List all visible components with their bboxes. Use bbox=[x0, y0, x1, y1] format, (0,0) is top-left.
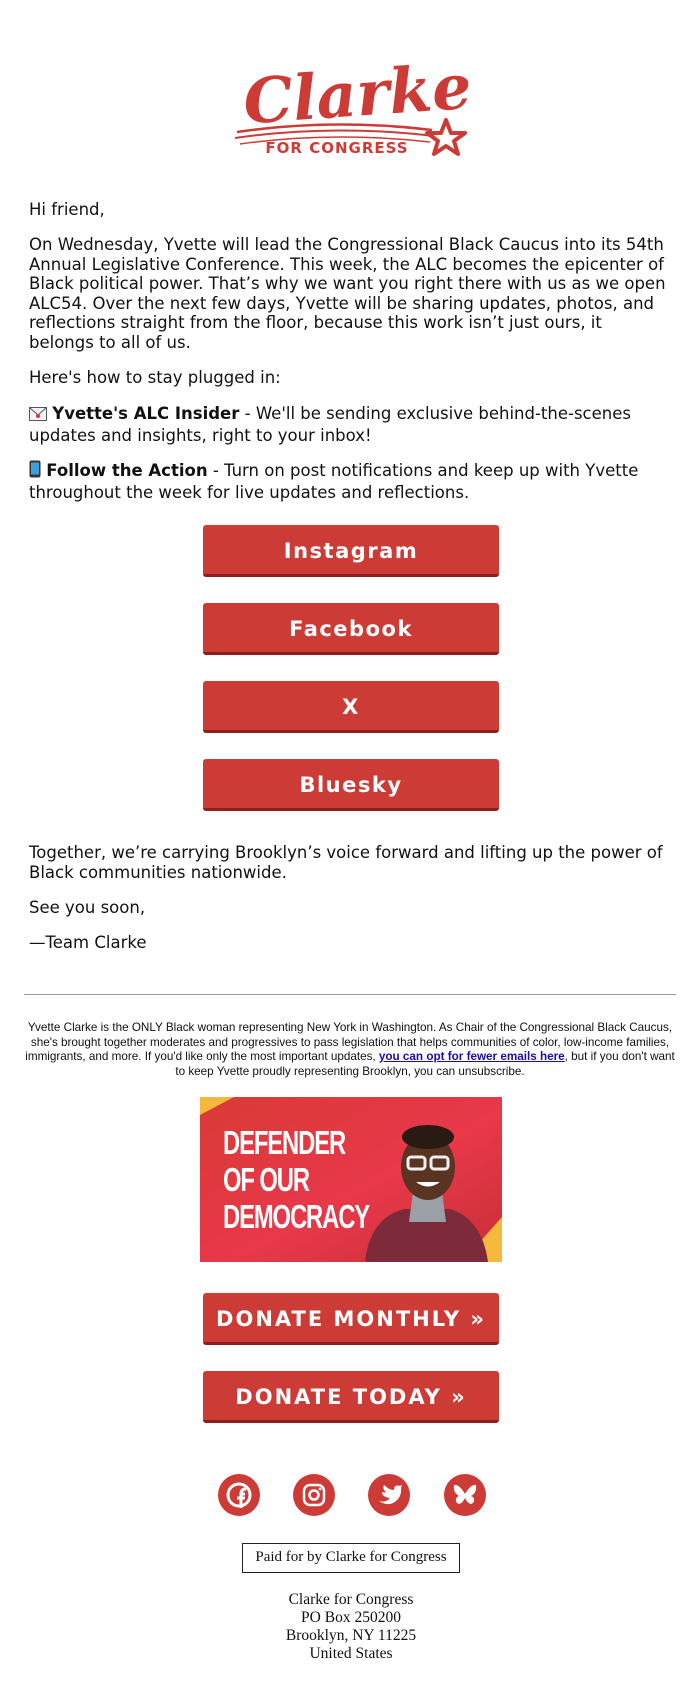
facebook-icon[interactable] bbox=[218, 1474, 260, 1516]
address-line: United States bbox=[309, 1645, 393, 1662]
intro-paragraph: On Wednesday, Yvette will lead the Congressional Black Caucus into its 54th Annual Legislative Conference. This week, the ALC becomes the epicenter of Black political power. That’s why we want you right there with us as we open ALC54. Over the next few days, Yvette will be sharing updates, photos, and reflections straight from the floor, because this work isn’t just ours, it belongs to all of us. bbox=[29, 235, 666, 352]
divider bbox=[24, 994, 676, 995]
x-button[interactable]: X bbox=[203, 681, 499, 733]
signoff: See you soon, bbox=[29, 898, 146, 917]
logo-tagline: FOR CONGRESS bbox=[265, 139, 409, 157]
follow-title: Follow the Action bbox=[46, 461, 208, 480]
insider-title: Yvette's ALC Insider bbox=[52, 404, 240, 423]
plug-intro: Here's how to stay plugged in: bbox=[29, 368, 281, 387]
donate-monthly-button[interactable]: DONATE MONTHLY » bbox=[203, 1293, 499, 1345]
banner-line: DEMOCRACY bbox=[223, 1198, 370, 1235]
banner-line: OF OUR bbox=[223, 1161, 309, 1198]
logo-name: Clarke bbox=[241, 49, 472, 139]
fineprint-unsubscribe-text: , but if you don't want to keep Yvette proudly representing Brooklyn, you can unsubscribe. bbox=[175, 1050, 675, 1078]
greeting: Hi friend, bbox=[29, 200, 105, 219]
banner-headline bbox=[223, 1124, 369, 1235]
address-line: Brooklyn, NY 11225 bbox=[285, 1627, 417, 1644]
follow-item bbox=[29, 460, 669, 502]
paid-for-disclaimer: Paid for by Clarke for Congress bbox=[242, 1543, 460, 1573]
address-line: PO Box 250200 bbox=[301, 1609, 401, 1626]
facebook-button[interactable]: Facebook bbox=[203, 603, 499, 655]
fineprint-text: Yvette Clarke is the ONLY Black woman representing New York in Washington. As Chair of the Congressional Black Caucus, she's brought together moderates and progressives to pass legislation that helps communities of color, low-income families, immigrants, and more. If you'd like only the most important updates, bbox=[25, 1021, 673, 1063]
defender-banner[interactable] bbox=[200, 1097, 502, 1262]
twitter-icon[interactable] bbox=[368, 1474, 410, 1516]
envelope-icon bbox=[29, 406, 47, 426]
address-line: Clarke for Congress bbox=[288, 1591, 414, 1608]
insider-text: - We'll be sending exclusive behind-the-scenes updates and insights, right to your inbox! bbox=[29, 404, 631, 445]
bluesky-icon[interactable] bbox=[444, 1474, 486, 1516]
instagram-button[interactable]: Instagram bbox=[203, 525, 499, 577]
donate-today-button[interactable]: DONATE TODAY » bbox=[203, 1371, 499, 1423]
insider-item bbox=[29, 404, 669, 445]
signature: —Team Clarke bbox=[29, 933, 147, 952]
fewer-emails-link[interactable]: you can opt for fewer emails here bbox=[378, 1050, 565, 1063]
bluesky-button[interactable]: Bluesky bbox=[203, 759, 499, 811]
closing-paragraph: Together, we’re carrying Brooklyn’s voice forward and lifting up the power of Black communities nationwide. bbox=[29, 843, 663, 882]
fineprint bbox=[24, 1021, 676, 1079]
follow-text: - Turn on post notifications and keep up with Yvette throughout the week for live updates and reflections. bbox=[29, 461, 639, 502]
mailing-address bbox=[200, 1591, 502, 1663]
clarke-logo[interactable] bbox=[232, 44, 472, 164]
social-icons bbox=[218, 1474, 486, 1516]
phone-icon bbox=[29, 460, 41, 483]
instagram-icon[interactable] bbox=[293, 1474, 335, 1516]
banner-line: DEFENDER bbox=[223, 1124, 346, 1161]
